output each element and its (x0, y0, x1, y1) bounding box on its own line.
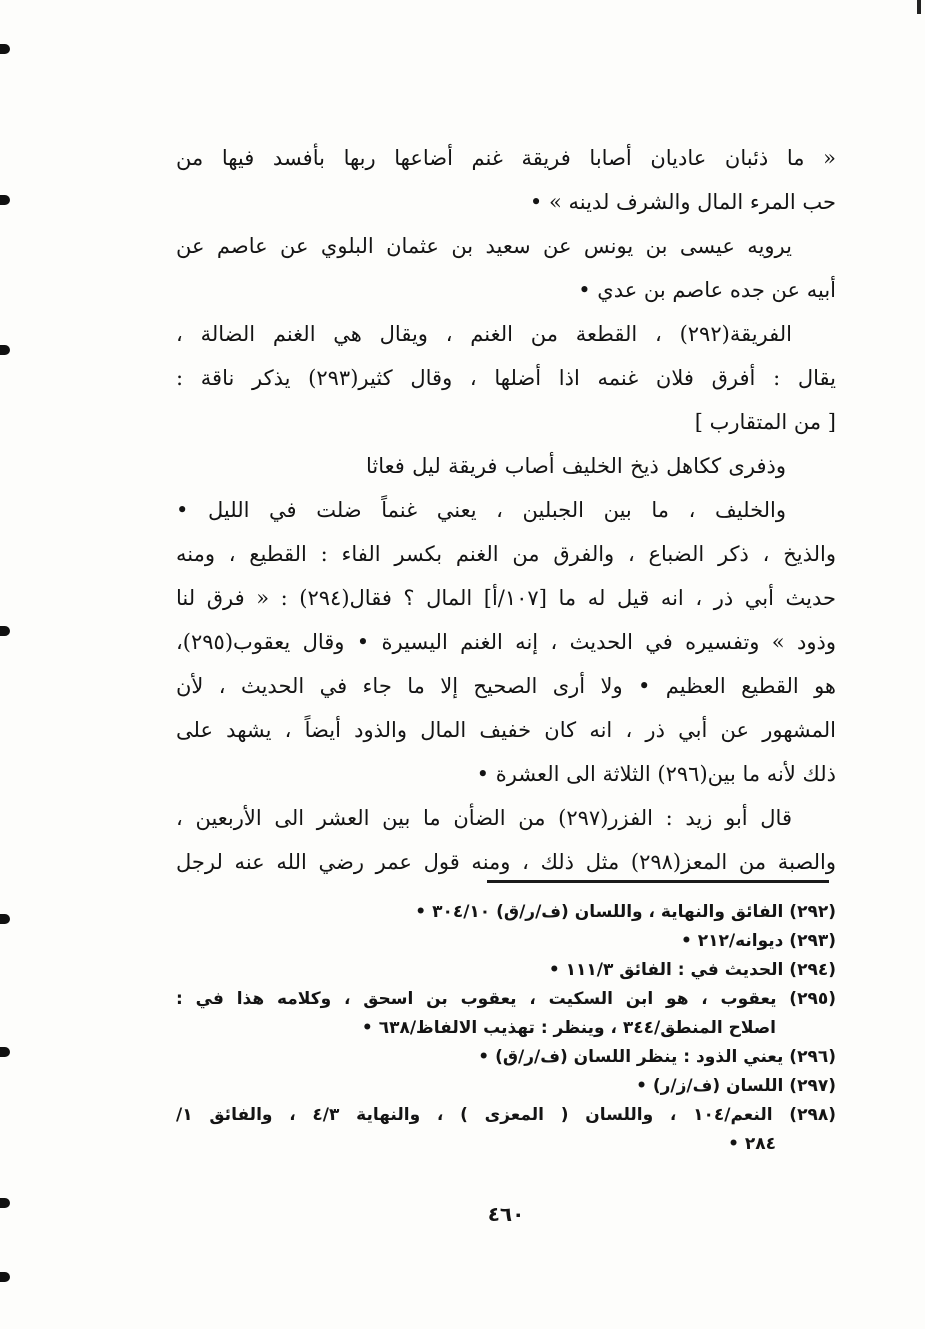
text-line: والذيخ ، ذكر الضباع ، والفرق من الغنم بكسر الفاء : القطيع ، ومنه (176, 542, 836, 566)
footnote-separator (487, 880, 829, 883)
binding-mark (0, 1272, 10, 1282)
footnote: (٢٩٦) يعني الذود : ينظر اللسان (ف/ر/ق) • (478, 1047, 836, 1067)
text-line: والصبة من المعز(٢٩٨) مثل ذلك ، ومنه قول عمر رضي الله عنه لرجل (176, 850, 836, 874)
scan-edge-mark (917, 0, 921, 14)
footnote: (٢٩٢) الفائق والنهاية ، واللسان (ف/ر/ق) ٣٠٤/١٠ • (415, 902, 836, 922)
text-line: حب المرء المال والشرف لدينه » • (529, 190, 836, 214)
footnote-continuation: ٢٨٤ • (728, 1134, 776, 1154)
binding-mark (0, 1198, 10, 1208)
text-line: قال أبو زيد : الفزر(٢٩٧) من الضأن ما بين العشر الى الأربعين ، (176, 806, 792, 830)
binding-mark (0, 626, 10, 636)
footnote: (٢٩٧) اللسان (ف/ز/ر) • (636, 1076, 836, 1096)
text-line: هو القطيع العظيم • ولا أرى الصحيح إلا ما جاء في الحديث ، لأن (176, 674, 836, 698)
footnotes-block (176, 898, 836, 1159)
footnote: (٢٩٨) النعم/١٠٤ ، واللسان ( المعزى ) ، والنهاية ٤/٣ ، والفائق ١/ (176, 1105, 836, 1125)
meter-label: [ من المتقارب ] (694, 410, 836, 434)
footnote-continuation: اصلاح المنطق/٣٤٤ ، وينظر : تهذيب الالفاظ/٦٣٨ • (361, 1018, 776, 1038)
text-line: وذود » وتفسيره في الحديث ، إنه الغنم اليسيرة • وقال يعقوب(٢٩٥)، (176, 630, 836, 654)
text-line: والخليف ، ما بين الجبلين ، يعني غنماً ضلت في الليل • (176, 498, 786, 522)
main-text-block (176, 136, 836, 884)
binding-mark (0, 44, 10, 54)
text-line: الفريقة(٢٩٢) ، القطعة من الغنم ، ويقال هي الغنم الضالة ، (176, 322, 792, 346)
binding-mark (0, 1047, 10, 1057)
binding-mark (0, 195, 10, 205)
page-number: ٤٦٠ (487, 1202, 525, 1226)
text-line: يرويه عيسى بن يونس عن سعيد بن عثمان البلوي عن عاصم عن (176, 234, 792, 258)
text-line: « ما ذئبان عاديان أصابا فريقة غنم أضاعها ربها بأفسد فيها من (176, 146, 836, 170)
text-line: أبيه عن جده عاصم بن عدي • (578, 278, 836, 302)
footnote: (٢٩٤) الحديث في : الفائق ١١١/٣ • (548, 960, 836, 980)
text-line: حديث أبي ذر ، انه قيل له ما [١٠٧/أ] المال ؟ فقال(٢٩٤) : « فرق لنا (176, 586, 836, 610)
text-line: يقال : أفرق فلان غنمه اذا أضلها ، وقال كثير(٢٩٣) يذكر ناقة : (176, 366, 836, 390)
verse-line: وذفرى ككاهل ذيخ الخليف أصاب فريقة ليل فعاثا (366, 454, 786, 478)
footnote: (٢٩٥) يعقوب ، هو ابن السكيت ، يعقوب بن اسحق ، وكلامه هذا في : (176, 989, 836, 1009)
binding-mark (0, 345, 10, 355)
footnote: (٢٩٣) ديوانه/٢١٢ • (680, 931, 836, 951)
binding-mark (0, 914, 10, 924)
text-line: ذلك لأنه ما بين(٢٩٦) الثلاثة الى العشرة • (476, 762, 836, 786)
text-line: المشهور عن أبي ذر ، انه كان خفيف المال والذود أيضاً ، يشهد على (176, 718, 836, 742)
